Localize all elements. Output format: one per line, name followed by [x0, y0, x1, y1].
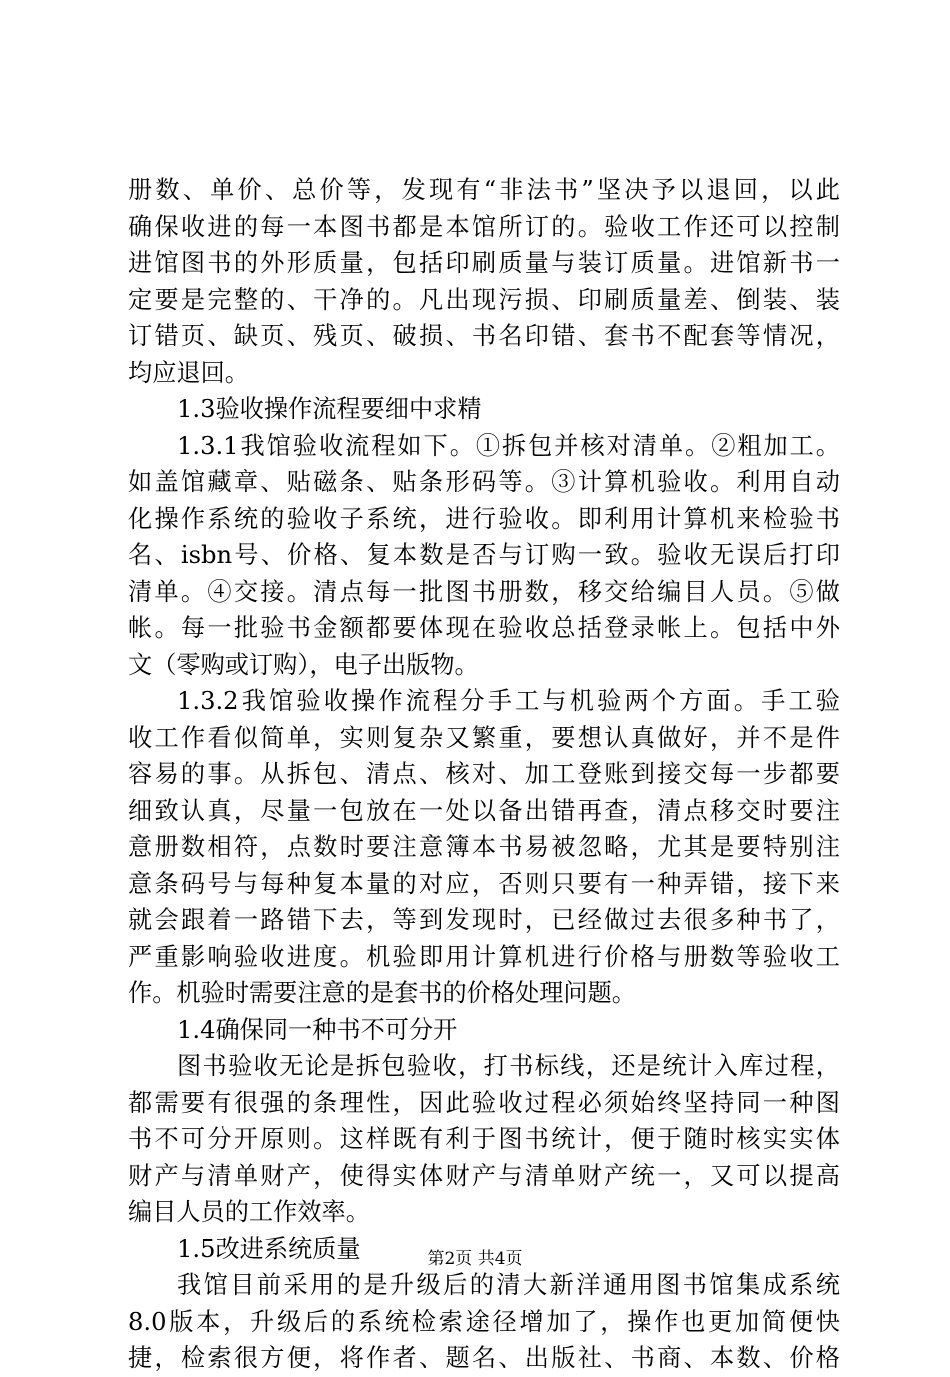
text-line: 收工作看似简单，实则复杂又繁重，要想认真做好，并不是件 [128, 723, 840, 752]
text-line: 册数、单价、总价等，发现有“非法书”坚决予以退回，以此 [128, 176, 840, 204]
text-line: 1.3.2我馆验收操作流程分手工与机验两个方面。手工验 [177, 687, 840, 715]
text-line: 编目人员的工作效率。 [128, 1198, 370, 1226]
text-line: 订错页、缺页、残页、破损、书名印错、套书不配套等情况， [128, 322, 840, 350]
text-line: 8.0版本，升级后的系统检索途径增加了，操作也更加简便快 [128, 1307, 840, 1336]
text-line: 我馆目前采用的是升级后的清大新洋通用图书馆集成系统 [177, 1271, 840, 1299]
text-line: 严重影响验收进度。机验即用计算机进行价格与册数等验收工 [128, 942, 840, 971]
text-line: 意册数相符，点数时要注意簿本书易被忽略，尤其是要特别注 [128, 833, 840, 861]
text-line: 均应退回。 [128, 358, 249, 387]
text-line: 作。机验时需要注意的是套书的价格处理问题。 [128, 979, 636, 1007]
text-line: 图书验收无论是拆包验收，打书标线，还是统计入库过程， [177, 1052, 840, 1080]
text-line: 化操作系统的验收子系统，进行验收。即利用计算机来检验书 [128, 504, 840, 533]
text-line: 细致认真，尽量一包放在一处以备出错再查，清点移交时要注 [128, 796, 840, 825]
text-line: 帐。每一批验书金额都要体现在验收总括登录帐上。包括中外 [128, 614, 840, 642]
text-line: 财产与清单财产，使得实体财产与清单财产统一，又可以提高 [128, 1161, 840, 1190]
text-line: 定要是完整的、干净的。凡出现污损、印刷质量差、倒装、装 [128, 285, 840, 314]
page-footer [0, 1248, 950, 1270]
page-number: 第2页 共4页 [427, 1249, 523, 1269]
text-line: 1.3.1我馆验收流程如下。①拆包并核对清单。②粗加工。 [177, 431, 840, 460]
text-line: 如盖馆藏章、贴磁条、贴条形码等。③计算机验收。利用自动 [128, 468, 840, 496]
text-line: 容易的事。从拆包、清点、核对、加工登账到接交每一步都要 [128, 760, 840, 788]
text-line: 文（零购或订购），电子出版物。 [128, 650, 479, 679]
text-line: 1.4确保同一种书不可分开 [177, 1015, 458, 1044]
text-line: 进馆图书的外形质量，包括印刷质量与装订质量。进馆新书一 [128, 249, 840, 277]
text-line: 意条码号与每种复本量的对应，否则只要有一种弄错，接下来 [128, 869, 840, 898]
text-line: 1.5改进系统质量 [177, 1234, 361, 1263]
document-body [128, 172, 840, 1377]
text-line: 都需要有很强的条理性，因此验收过程必须始终坚持同一种图 [128, 1088, 840, 1117]
text-line: 书不可分开原则。这样既有利于图书统计，便于随时核实实体 [128, 1125, 840, 1153]
text-line: 清单。④交接。清点每一批图书册数，移交给编目人员。⑤做 [128, 577, 840, 606]
text-line: 就会跟着一路错下去，等到发现时，已经做过去很多种书了， [128, 906, 840, 934]
text-line: 1.3验收操作流程要细中求精 [177, 395, 482, 423]
text-line: 名、isbn号、价格、复本数是否与订购一致。验收无误后打印 [128, 541, 840, 569]
text-line: 确保收进的每一本图书都是本馆所订的。验收工作还可以控制 [128, 212, 840, 241]
text-line: 捷，检索很方便，将作者、题名、出版社、书商、本数、价格 [128, 1344, 840, 1372]
